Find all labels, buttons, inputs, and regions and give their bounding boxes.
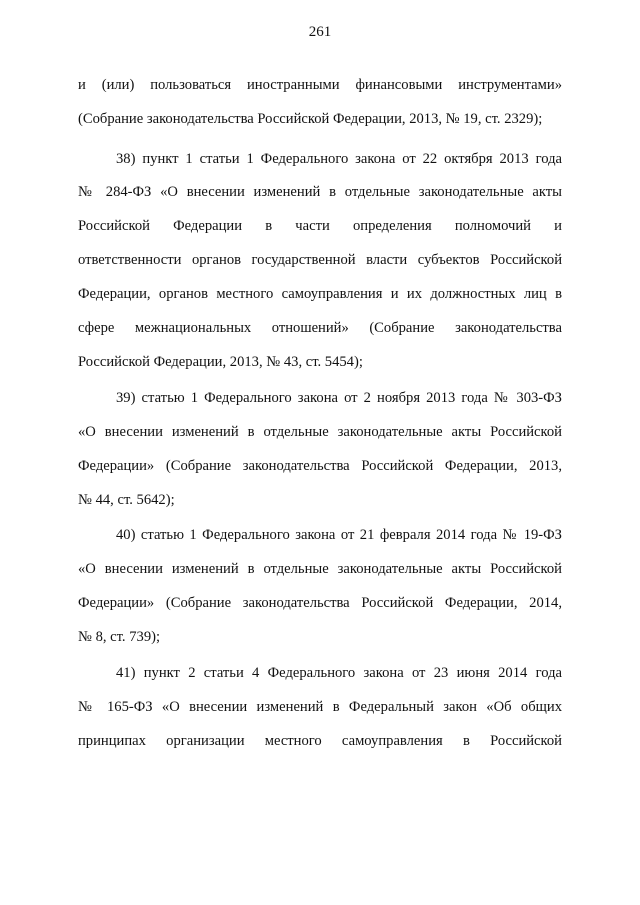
page-number: 261 xyxy=(308,24,332,40)
text-line: принципах организации местного самоуправления в Российской xyxy=(78,733,562,749)
text-line: № 284-ФЗ «О внесении изменений в отдельные законодательные акты xyxy=(78,184,562,200)
text-line: № 8, ст. 739); xyxy=(78,629,161,645)
text-line: Федерации, органов местного самоуправления и их должностных лиц в xyxy=(78,286,562,302)
text-line: ответственности органов государственной власти субъектов Российской xyxy=(78,252,562,268)
text-line: № 165-ФЗ «О внесении изменений в Федеральный закон «Об общих xyxy=(78,699,562,715)
text-line: Федерации» (Собрание законодательства Российской Федерации, 2014, xyxy=(78,595,562,611)
item-39-line: 39) статью 1 Федерального закона от 2 ноября 2013 года № 303-ФЗ xyxy=(116,390,562,406)
text-line: «О внесении изменений в отдельные законодательные акты Российской xyxy=(78,424,562,440)
text-line: Российской Федерации, 2013, № 43, ст. 5454); xyxy=(78,354,363,370)
item-40-line: 40) статью 1 Федерального закона от 21 февраля 2014 года № 19-ФЗ xyxy=(116,527,562,543)
text-line: Российской Федерации в части определения полномочий и xyxy=(78,218,562,234)
text-line: № 44, ст. 5642); xyxy=(78,492,175,508)
text-line: Федерации» (Собрание законодательства Российской Федерации, 2013, xyxy=(78,458,562,474)
text-line: и (или) пользоваться иностранными финансовыми инструментами» xyxy=(78,77,562,93)
item-38-line: 38) пункт 1 статьи 1 Федерального закона от 22 октября 2013 года xyxy=(116,151,562,167)
text-line: «О внесении изменений в отдельные законодательные акты Российской xyxy=(78,561,562,577)
text-line: (Собрание законодательства Российской Федерации, 2013, № 19, ст. 2329); xyxy=(78,111,543,127)
item-41-line: 41) пункт 2 статьи 4 Федерального закона от 23 июня 2014 года xyxy=(116,665,562,681)
text-line: сфере межнациональных отношений» (Собрание законодательства xyxy=(78,320,562,336)
